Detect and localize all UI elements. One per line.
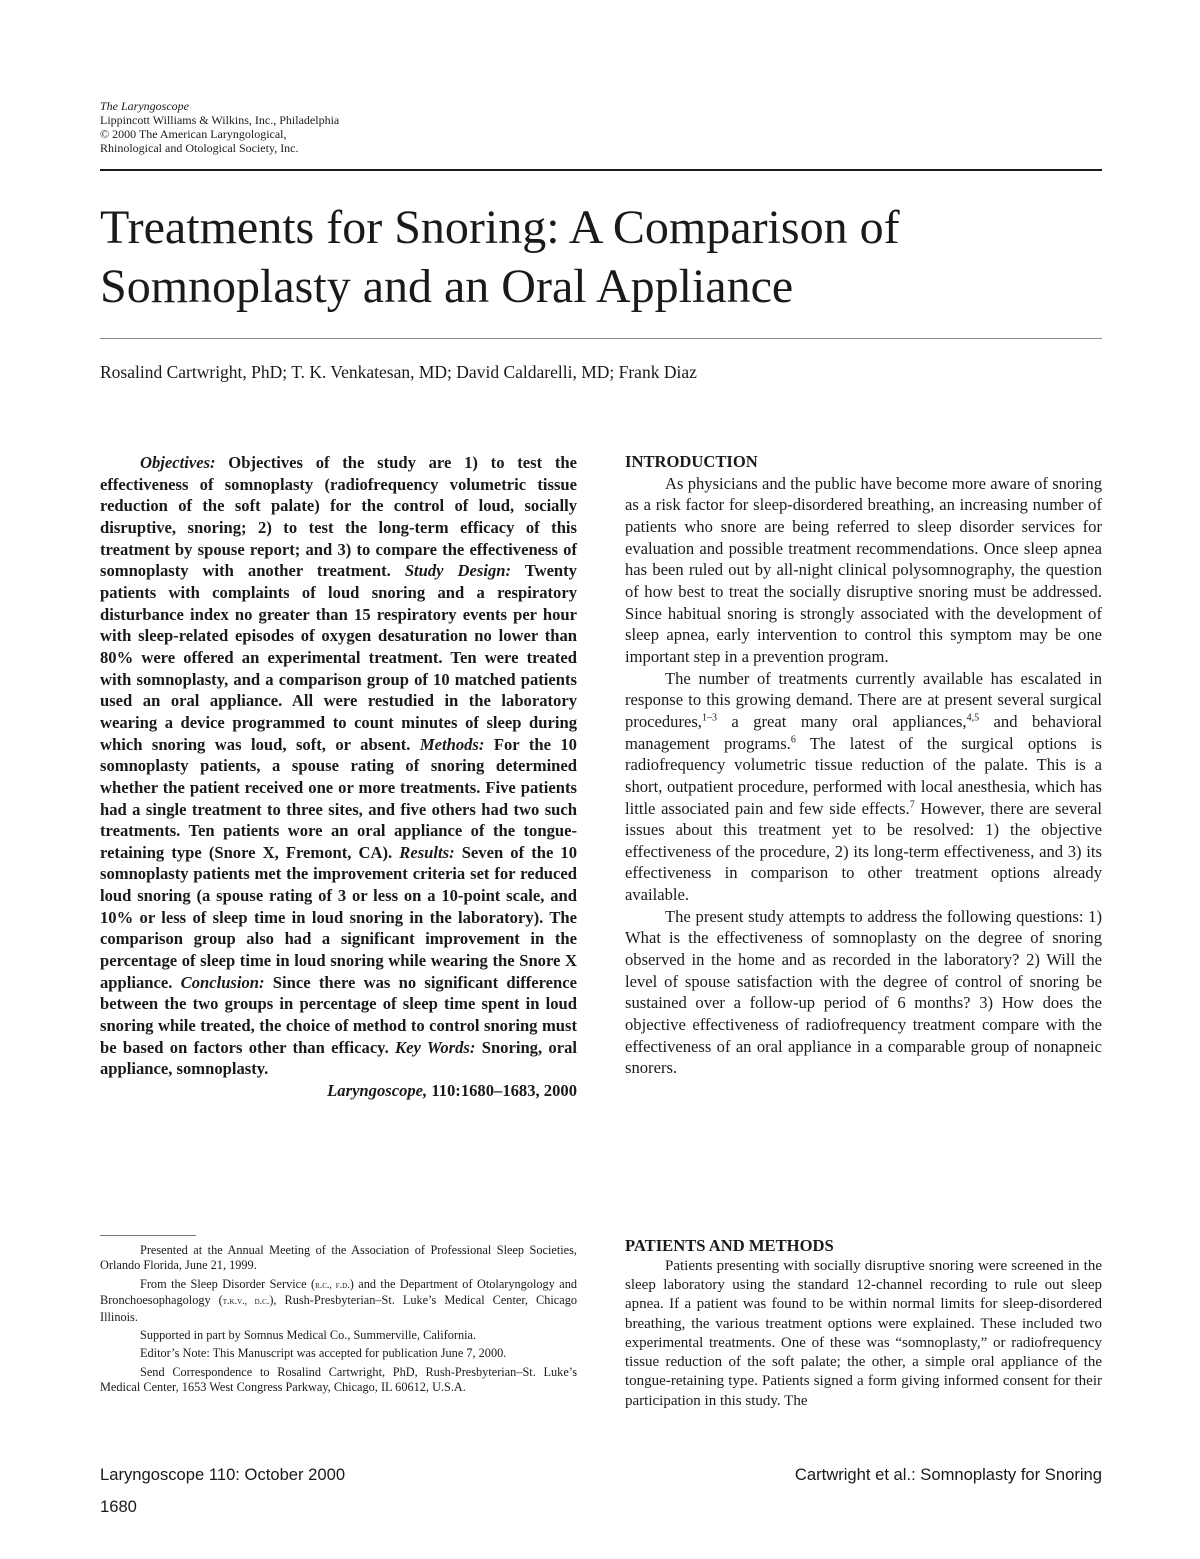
reference-superscript: 4,5 [966,712,980,724]
methods-heading: PATIENTS AND METHODS [625,1236,834,1255]
key-words-text: Snoring, oral appliance, somnoplasty. [100,1037,577,1079]
header-rule [100,169,1102,171]
methods-section [625,1235,1102,1411]
conclusion-text: Since there was no significant difference between the two groups in percentage of sleep time spent in loud snoring while treated, the choice of method to control snoring must be based on factors other than efficacy. [100,972,577,1057]
footnote-editors-note: Editor’s Note: This Manuscript was accepted for publication June 7, 2000. [140,1346,507,1361]
affiliation-initials: t.k.v., d.c. [222,1296,270,1308]
study-design-text: Twenty patients with complaints of loud snoring and a respiratory disturbance index no greater than 15 respiratory events per hour with sleep-related episodes of oxygen desaturation no lower than 80% were offered an experimental treatment. Ten were treated with somnoplasty, and a comparison group of 10 matched patients used an oral appliance. All were restudied in the laboratory wearing a device programmed to count minutes of sleep during which snoring was loud, soft, or absent. [100,561,577,754]
footer-running-title: Cartwright et al.: Somnoplasty for Snoring [794,1465,1102,1484]
methods-label: Methods: [419,734,485,754]
results-label: Results: [399,842,455,862]
key-words-label: Key Words: [395,1037,476,1057]
paragraph-text: a great many oral appliances, [716,711,967,731]
society-line: Rhinological and Otological Society, Inc. [100,141,299,155]
methods-text: For the 10 somnoplasty patients, a spouse rating of snoring determined whether the patient received one or more treatments. Five patients had a single treatment to three sites, and five others had two such treatments. Ten patients wore an oral appliance of the tongue-retaining type (Snore X, Fremont, CA). [100,734,577,862]
article-title: Treatments for Snoring: A Comparison of Somnoplasty and an Oral Appliance [100,201,900,313]
introduction-paragraph-3: The present study attempts to address the following questions: 1) What is the effectiveness of somnoplasty on the degree of snoring observed in the home and as recorded in the laboratory? 2) Will the level of spouse satisfaction with the degree of control of snoring be sustained over a follow-up period of 6 months? 3) How does the objective effectiveness of radiofrequency treatment compare with the effectiveness of an oral appliance in a comparable group of nonapneic snorers. [625,906,1102,1078]
footnotes [100,1243,577,1399]
affiliation-initials: r.c., f.d. [315,1279,350,1291]
copyright-line: © 2000 The American Laryngological, [100,127,287,141]
footnote-correspondence: Send Correspondence to Rosalind Cartwright, PhD, Rush-Presbyterian–St. Luke’s Medical Center, 1653 West Congress Parkway, Chicago, IL 60612, U.S.A. [100,1364,577,1395]
reference-superscript: 6 [790,734,796,745]
affiliation-text: ) and the Department of Otolaryngology and Bronchoesophagology ( [100,1276,578,1308]
objectives-label: Objectives: [140,453,216,472]
conclusion-label: Conclusion: [180,972,265,992]
citation-ref: 110:1680–1683, 2000 [427,1081,577,1101]
abstract-paragraph [100,452,577,1080]
introduction-heading: INTRODUCTION [625,452,758,471]
paragraph-text: The number of treatments currently available has escalated in response to this growing demand. There are at present several surgical procedures, [625,668,1102,731]
footnote-support: Supported in part by Somnus Medical Co., Summerville, California. [140,1328,477,1343]
journal-name: The Laryngoscope [100,99,189,113]
affiliation-text: ), Rush-Presbyterian–St. Luke’s Medical Center, Chicago Illinois. [100,1293,577,1324]
paragraph-text: and behavioral management programs. [625,711,1102,753]
footnote-affiliation [100,1277,577,1325]
title-rule [100,338,1102,339]
reference-superscript: 1–3 [701,712,717,724]
methods-paragraph-1: Patients presenting with socially disruptive snoring were screened in the sleep laboratory using the standard 12-channel recording to rule out sleep apnea. If a patient was found to be within normal limits for sleep-disordered breathing, the various treatment options were explained. These included two experimental treatments. One of these was “somnoplasty,” or radiofrequency tissue reduction of the soft palate; the other, a simple oral appliance of the tongue-retaining type. Patients signed a form giving informed consent for their participation in this study. The [625,1257,1102,1409]
abstract-citation [100,1080,577,1102]
study-design-label: Study Design: [404,561,512,581]
abstract [100,452,577,1102]
results-text: Seven of the 10 somnoplasty patients met the improvement criteria set for reduced loud snoring (a spouse rating of 3 or less on a 10-point scale, and 10% or less of sleep time in loud snoring in the laboratory). The comparison group also had a significant improvement in the percentage of sleep time in loud snoring while wearing the Snore X appliance. [100,842,577,992]
footnote-rule [100,1235,196,1236]
paragraph-text: However, there are several issues about this treatment yet to be resolved: 1) the objective effectiveness of the procedure, 2) its long-term effectiveness, and 3) its effectiveness in comparison to other treatment options already available. [625,798,1102,905]
paragraph-text: The latest of the surgical options is radiofrequency volumetric tissue reduction of the palate. This is a short, outpatient procedure, performed with local anesthesia, which has little associated pain and few side effects. [625,733,1102,818]
objectives-text: Objectives of the study are 1) to test the effectiveness of somnoplasty (radiofrequency volumetric tissue reduction of the soft palate) for the control of loud, socially disruptive, snoring; 2) to test the long-term efficacy of this treatment by spouse report; and 3) to compare the effectiveness of somnoplasty with another treatment. [100,453,577,581]
publisher-line: Lippincott Williams & Wilkins, Inc., Philadelphia [100,113,340,127]
introduction-paragraph-2 [625,668,1102,906]
footnote-presented: Presented at the Annual Meeting of the Association of Professional Sleep Societies, Orlando Florida, June 21, 1999. [100,1243,577,1273]
introduction-section [625,451,1102,1079]
author-list: Rosalind Cartwright, PhD; T. K. Venkatesan, MD; David Caldarelli, MD; Frank Diaz [100,362,697,382]
footer-journal-issue: Laryngoscope 110: October 2000 [100,1465,346,1484]
journal-masthead [100,99,600,155]
affiliation-text: From the Sleep Disorder Service ( [140,1276,316,1291]
reference-superscript: 7 [909,798,915,810]
citation-journal: Laryngoscope, [327,1081,428,1101]
introduction-paragraph-1: As physicians and the public have become more aware of snoring as a risk factor for sleep-disordered breathing, an increasing number of patients who snore are being referred to sleep disorder services for evaluation and possible treatment recommendations. Once sleep apnea has been ruled out by all-night clinical polysomnography, the question of how best to treat the socially disruptive snoring must be addressed. Since habitual snoring is strongly associated with the development of sleep apnea, early intervention to control this symptom may be one important step in a prevention program. [625,473,1102,666]
page-number: 1680 [100,1497,137,1516]
